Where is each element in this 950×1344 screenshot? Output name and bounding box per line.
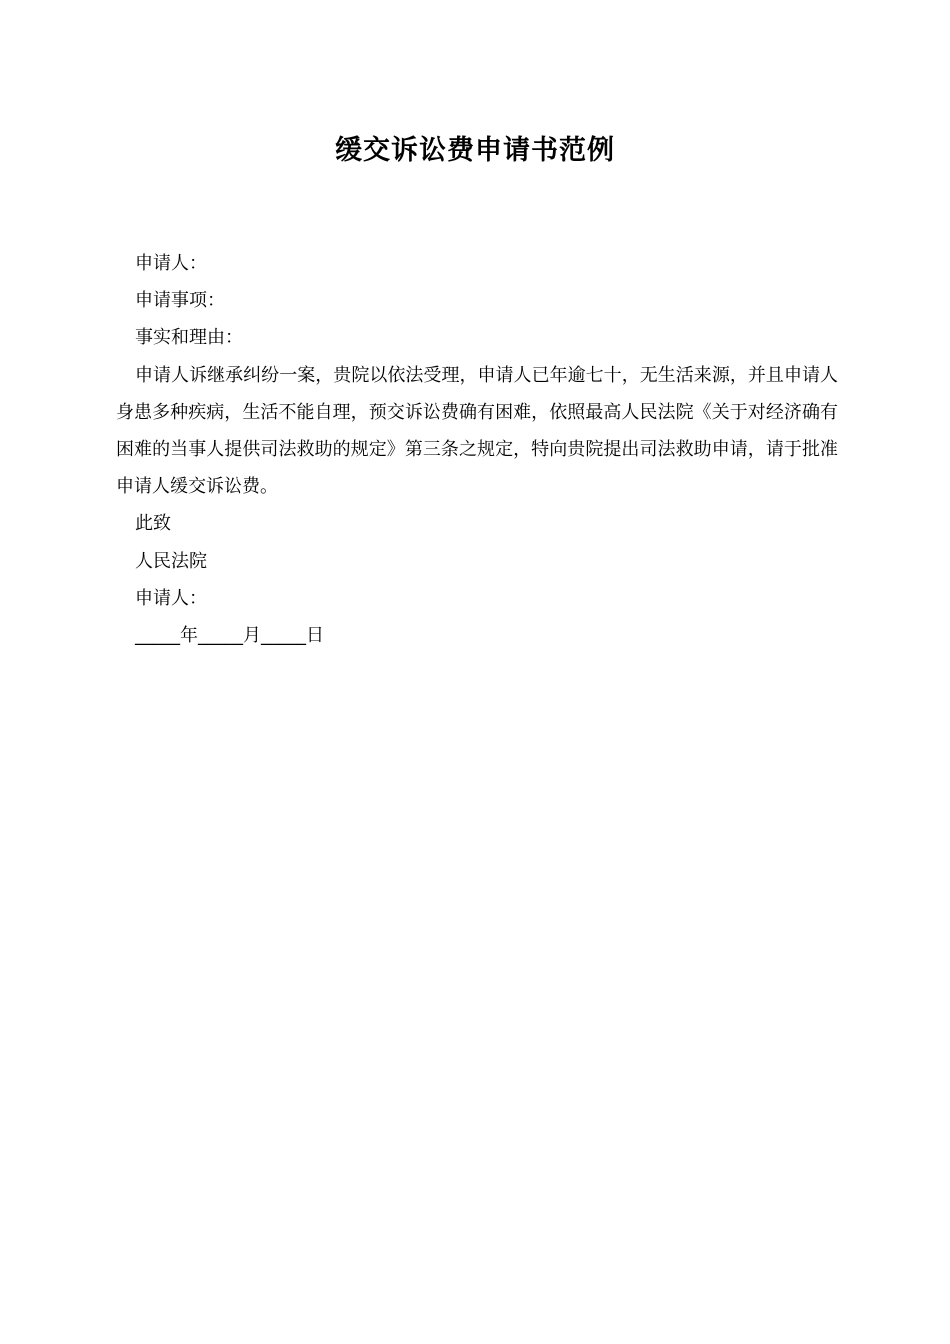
matter-label: 申请事项： [135, 290, 225, 312]
court-name: 人民法院 [135, 550, 207, 572]
salutation: 此致 [135, 513, 171, 535]
date-line: _____年_____月_____日 [135, 625, 324, 647]
signature-label: 申请人： [135, 587, 207, 609]
body-paragraph: 申请人诉继承纠纷一案，贵院以依法受理，申请人已年逾七十，无生活来源，并且申请人身患多种疾病，生活不能自理，预交诉讼费确有困难，依照最高人民法院《关于对经济确有困难的当事人提供司法救助的规定》第三条之规定，特向贵院提出司法救助申请，请于批准申请人缓交诉讼费。 [116, 364, 838, 498]
facts-label: 事实和理由： [135, 327, 243, 349]
document-body [116, 245, 838, 654]
document-title: 缓交诉讼费申请书范例 [335, 135, 615, 166]
applicant-label: 申请人： [135, 253, 207, 274]
